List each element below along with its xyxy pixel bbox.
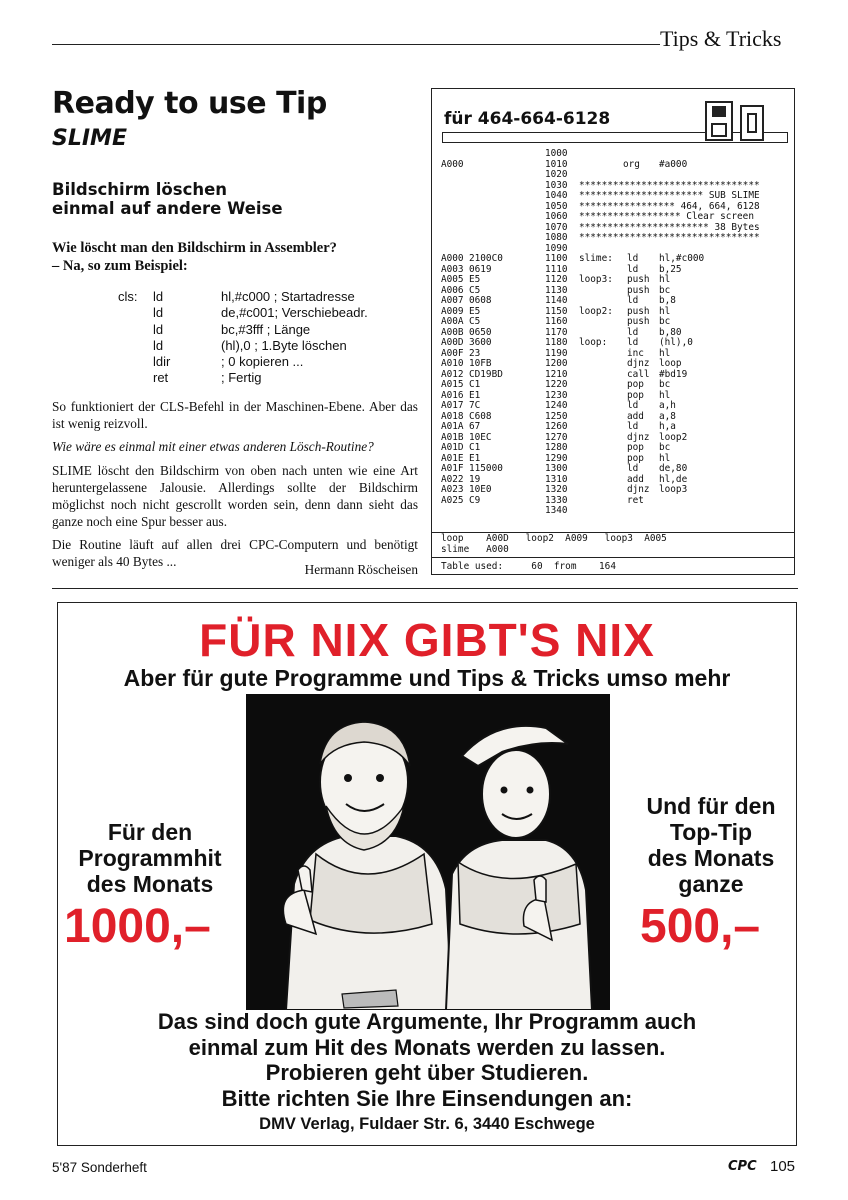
listing-address: A023 — [441, 484, 464, 495]
listing-comment: ******************************** — [579, 232, 760, 243]
listing-argument: b,80 — [659, 326, 682, 338]
listing-address: A000 — [441, 253, 464, 264]
listing-line-number: 1150 — [545, 305, 568, 317]
listing-line-number: 1300 — [545, 463, 568, 474]
listing-row — [441, 265, 791, 276]
code-row: ld bc,#3fff ; Länge — [153, 321, 311, 337]
article-title: Ready to use Tip — [52, 86, 327, 121]
listing-hex: 0608 — [469, 295, 492, 306]
listing-hex: 115000 — [469, 463, 503, 474]
listing-address: A006 — [441, 284, 464, 296]
listing-comment: ******************************** — [579, 179, 760, 191]
listing-line-number: 1120 — [545, 274, 568, 285]
code-row: ld (hl),0 ; 1.Byte löschen — [153, 337, 347, 353]
listing-opcode: ld — [627, 400, 639, 411]
program-listing — [431, 88, 795, 575]
listing-hex: 2100C0 — [469, 253, 503, 264]
listing-address: A00A — [441, 316, 464, 327]
listing-row — [441, 370, 791, 381]
listing-row — [441, 433, 791, 444]
listing-hex: 10E0 — [469, 484, 492, 495]
listing-opcode: add — [627, 473, 644, 485]
listing-hex: E5 — [469, 274, 481, 285]
listing-address: A003 — [441, 263, 464, 275]
listing-row — [441, 475, 791, 486]
illustration-drawing — [246, 694, 610, 1010]
listing-argument: hl,de — [659, 473, 688, 485]
symbol-table-line: slime A000 — [441, 544, 509, 555]
listing-line-number: 1050 — [545, 200, 568, 212]
listing-opcode: pop — [627, 379, 644, 390]
listing-line-number: 1200 — [545, 358, 568, 369]
code-row: ret ; Fertig — [153, 370, 262, 386]
listing-hex: C1 — [469, 379, 481, 390]
listing-hex: C5 — [469, 284, 481, 296]
listing-line-number: 1030 — [545, 179, 568, 191]
listing-address: A009 — [441, 305, 464, 317]
listing-row — [441, 496, 791, 507]
listing-address: A012 — [441, 368, 464, 380]
article — [52, 86, 418, 571]
listing-line-number: 1320 — [545, 484, 568, 495]
listing-row — [441, 328, 791, 339]
listing-row — [441, 317, 791, 328]
listing-hex: 3600 — [469, 337, 492, 348]
listing-hex: C9 — [469, 494, 481, 506]
listing-address: A007 — [441, 295, 464, 306]
code-example — [118, 289, 418, 387]
listing-argument: loop — [659, 358, 682, 369]
article-author: Hermann Röscheisen — [304, 562, 418, 577]
listing-row — [441, 349, 791, 360]
article-subheading — [52, 180, 418, 218]
listing-label: slime: — [579, 253, 613, 264]
listing-hex: 0650 — [469, 326, 492, 338]
listing-row — [441, 401, 791, 412]
listing-argument: b,8 — [659, 295, 676, 306]
listing-opcode: djnz — [627, 358, 650, 369]
listing-line-number: 1010 — [545, 158, 568, 170]
listing-argument: hl — [659, 274, 671, 285]
listing-opcode: push — [627, 305, 650, 317]
section-divider — [52, 588, 798, 589]
listing-line-number: 1070 — [545, 221, 568, 233]
listing-address: A01A — [441, 421, 464, 432]
listing-argument: hl — [659, 452, 671, 464]
listing-address: A01B — [441, 431, 464, 443]
paragraph: Die Routine läuft auf allen drei CPC-Computern und benötigt weniger als 40 Bytes ... — [52, 537, 418, 570]
listing-label: loop: — [579, 337, 608, 348]
listing-title: für 464-664-6128 — [444, 109, 611, 129]
listing-line-number: 1250 — [545, 410, 568, 422]
listing-argument: de,80 — [659, 463, 688, 474]
listing-address: A000 — [441, 158, 464, 170]
listing-line-number: 1280 — [545, 442, 568, 453]
listing-address: A01E — [441, 452, 464, 464]
listing-opcode: push — [627, 274, 650, 285]
listing-argument: loop3 — [659, 484, 688, 495]
listing-argument: bc — [659, 284, 671, 296]
listing-line-number: 1230 — [545, 389, 568, 401]
listing-row — [441, 464, 791, 475]
symbol-table-line: loop A00D loop2 A009 loop3 A005 — [441, 533, 667, 544]
listing-row — [441, 338, 791, 349]
listing-opcode: ld — [627, 421, 639, 432]
listing-argument: bc — [659, 442, 671, 453]
listing-opcode: ld — [627, 463, 639, 474]
listing-row — [441, 233, 791, 244]
listing-opcode: inc — [627, 347, 644, 359]
listing-address: A016 — [441, 389, 464, 401]
cpc-logo: CPC — [728, 1159, 757, 1174]
listing-hex: E1 — [469, 389, 481, 401]
listing-code — [441, 149, 791, 517]
listing-row — [441, 149, 791, 160]
listing-line-number: 1060 — [545, 211, 568, 222]
listing-line-number: 1040 — [545, 190, 568, 201]
illustration-two-men-thumbs-up — [246, 694, 610, 1010]
listing-opcode: push — [627, 316, 650, 327]
listing-address: A018 — [441, 410, 464, 422]
listing-line-number: 1260 — [545, 421, 568, 432]
listing-hex: 19 — [469, 473, 481, 485]
listing-address: A01D — [441, 442, 464, 453]
listing-argument: hl — [659, 347, 671, 359]
listing-address: A022 — [441, 473, 464, 485]
ad-right-text: Und für den Top-Tip des Monats ganze — [646, 793, 776, 897]
listing-line-number: 1100 — [545, 253, 568, 264]
listing-line-number: 1190 — [545, 347, 568, 359]
listing-comment: ********************** SUB SLIME — [579, 190, 760, 201]
listing-row — [441, 160, 791, 171]
cassette-icon — [740, 105, 764, 141]
listing-hex: C5 — [469, 316, 481, 327]
listing-hex: 10EC — [469, 431, 492, 443]
listing-line-number: 1290 — [545, 452, 568, 464]
listing-row — [441, 359, 791, 370]
page-number: 105 — [770, 1158, 796, 1175]
listing-opcode: ld — [627, 253, 639, 264]
listing-opcode: ld — [627, 337, 639, 348]
listing-opcode: org — [623, 158, 640, 170]
listing-opcode: push — [627, 284, 650, 296]
listing-address: A00B — [441, 326, 464, 338]
subheading-line: einmal auf andere Weise — [52, 199, 283, 218]
listing-line-number: 1180 — [545, 337, 568, 348]
listing-argument: loop2 — [659, 431, 688, 443]
listing-opcode: call — [627, 368, 650, 380]
listing-line-number: 1090 — [545, 242, 568, 254]
listing-row — [441, 506, 791, 517]
listing-hex: E5 — [469, 305, 481, 317]
listing-opcode: ld — [627, 295, 639, 306]
listing-opcode: ld — [627, 263, 639, 275]
listing-address: A00F — [441, 347, 464, 359]
listing-label: loop2: — [579, 305, 613, 317]
listing-address: A017 — [441, 400, 464, 411]
ad-tagline: Aber für gute Programme und Tips & Tricks umso mehr — [123, 665, 731, 691]
listing-row — [441, 391, 791, 402]
article-subtitle: SLIME — [52, 126, 127, 151]
listing-line-number: 1130 — [545, 284, 568, 296]
listing-hex: 0619 — [469, 263, 492, 275]
listing-address: A01F — [441, 463, 464, 474]
subheading-line: Bildschirm löschen — [52, 180, 228, 199]
listing-row — [441, 286, 791, 297]
listing-address: A010 — [441, 358, 464, 369]
listing-hex: C1 — [469, 442, 481, 453]
listing-argument: (hl),0 — [659, 337, 693, 348]
listing-argument: bc — [659, 379, 671, 390]
listing-line-number: 1220 — [545, 379, 568, 390]
listing-opcode: djnz — [627, 431, 650, 443]
table-used-line: Table used: 60 from 164 — [441, 561, 616, 572]
listing-hex: 67 — [469, 421, 481, 432]
listing-line-number: 1140 — [545, 295, 568, 306]
listing-rule — [432, 557, 794, 558]
listing-row — [441, 275, 791, 286]
listing-row — [441, 443, 791, 454]
listing-argument: a,h — [659, 400, 676, 411]
listing-argument: a,8 — [659, 410, 676, 422]
listing-line-number: 1000 — [545, 148, 568, 159]
listing-row — [441, 412, 791, 423]
listing-line-number: 1020 — [545, 169, 568, 180]
question-line: Wie löscht man den Bildschirm in Assembler? — [52, 240, 337, 256]
listing-hex: E1 — [469, 452, 481, 464]
code-row: ld de,#c001; Verschiebeadr. — [153, 305, 368, 321]
listing-hex: CD19BD — [469, 368, 503, 380]
listing-line-number: 1270 — [545, 431, 568, 443]
ad-headline: FÜR NIX GIBT'S NIX — [199, 614, 655, 666]
listing-address: A005 — [441, 274, 464, 285]
listing-comment: ***************** 464, 664, 6128 — [579, 200, 760, 212]
advertisement — [57, 602, 797, 1146]
listing-comment: ****************** Clear screen — [579, 211, 754, 222]
listing-line-number: 1340 — [545, 505, 568, 516]
listing-comment: *********************** 38 Bytes — [579, 221, 760, 233]
code-row: cls: ld hl,#c000 ; Startadresse — [118, 289, 355, 304]
listing-argument: h,a — [659, 421, 676, 432]
paragraph-italic: Wie wäre es einmal mit einer etwas anderen Lösch-Routine? — [52, 439, 374, 455]
listing-row — [441, 191, 791, 202]
listing-line-number: 1110 — [545, 263, 568, 275]
listing-opcode: ld — [627, 326, 639, 338]
listing-line-number: 1080 — [545, 232, 568, 243]
listing-line-number: 1330 — [545, 494, 568, 506]
listing-title-bar — [442, 132, 788, 143]
issue-label: 5'87 Sonderheft — [52, 1160, 147, 1175]
paragraph: So funktioniert der CLS-Befehl in der Maschinen-Ebene. Aber das ist wenig reizvoll. — [52, 398, 418, 431]
listing-argument: b,25 — [659, 263, 682, 275]
listing-opcode: pop — [627, 442, 644, 453]
floppy-disk-icon — [705, 101, 733, 141]
listing-line-number: 1240 — [545, 400, 568, 411]
listing-hex: 7C — [469, 400, 481, 411]
listing-line-number: 1160 — [545, 316, 568, 327]
listing-opcode: pop — [627, 452, 644, 464]
listing-line-number: 1210 — [545, 368, 568, 380]
listing-opcode: add — [627, 410, 644, 422]
listing-row — [441, 485, 791, 496]
listing-line-number: 1310 — [545, 473, 568, 485]
paragraph: SLIME löscht den Bildschirm von oben nach unten wie eine Art heruntergelassene Jalousie. Allerdings sollte der Bildschirm möglichst noch nicht gescrollt worden sein, denn dann sieht das ganze noch eine Spur besser aus. — [52, 463, 418, 529]
listing-row — [441, 170, 791, 181]
ad-left-text: Für den Programmhit des Monats — [78, 819, 222, 897]
listing-row — [441, 307, 791, 318]
listing-argument: bc — [659, 316, 671, 327]
listing-argument: #bd19 — [659, 368, 688, 380]
listing-row — [441, 422, 791, 433]
question-line: – Na, so zum Beispiel: — [52, 258, 188, 274]
listing-line-number: 1170 — [545, 326, 568, 338]
listing-hex: 23 — [469, 347, 481, 359]
listing-label: loop3: — [579, 274, 613, 285]
listing-opcode: ret — [627, 494, 644, 506]
listing-row — [441, 254, 791, 265]
listing-address: A015 — [441, 379, 464, 390]
listing-address: A00D — [441, 337, 464, 348]
ad-address: DMV Verlag, Fuldaer Str. 6, 3440 Eschwege — [259, 1115, 595, 1133]
listing-argument: #a000 — [659, 158, 688, 170]
ad-body: Das sind doch gute Argumente, Ihr Programm auch einmal zum Hit des Monats werden zu lassen. Probieren geht über Studieren. Bitte richten Sie Ihre Einsendungen an: — [157, 1009, 697, 1111]
listing-argument: hl,#c000 — [659, 253, 705, 264]
listing-argument: hl — [659, 389, 671, 401]
listing-row — [441, 380, 791, 391]
listing-hex: C608 — [469, 410, 492, 422]
prize-programmhit: 1000,– — [64, 900, 211, 953]
header-rule — [52, 44, 660, 45]
listing-address: A025 — [441, 494, 464, 506]
listing-hex: 10FB — [469, 358, 492, 369]
listing-row — [441, 212, 791, 223]
section-title: Tips & Tricks — [660, 26, 782, 51]
listing-row — [441, 296, 791, 307]
listing-opcode: pop — [627, 389, 644, 401]
code-row: ldir ; 0 kopieren ... — [153, 354, 304, 370]
listing-opcode: djnz — [627, 484, 650, 495]
listing-argument: hl — [659, 305, 671, 317]
prize-top-tip: 500,– — [640, 900, 761, 953]
